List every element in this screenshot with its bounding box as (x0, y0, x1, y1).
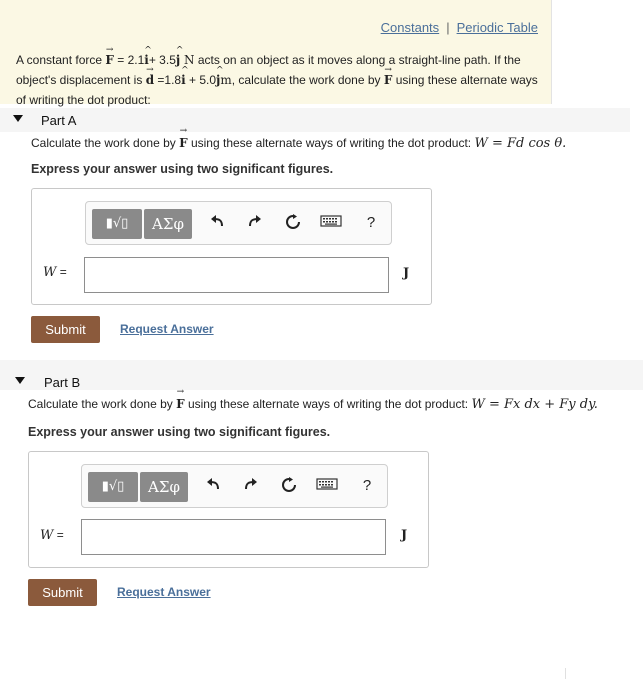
top-links (381, 20, 538, 35)
displacement-vector-symbol: → d (146, 70, 154, 90)
collapse-triangle-icon[interactable] (15, 377, 25, 384)
part-b-question (28, 397, 598, 412)
problem-text: + 5.0 (185, 73, 217, 87)
help-button[interactable]: ? (362, 477, 372, 494)
part-b-header[interactable] (0, 360, 643, 390)
help-button[interactable]: ? (366, 214, 376, 231)
answer-input[interactable] (84, 257, 389, 293)
question-text: Calculate the work done by (28, 397, 177, 411)
problem-statement (16, 50, 541, 110)
j-hat-symbol: ^ j (216, 70, 220, 90)
unit-label: J (403, 266, 410, 281)
i-hat-symbol: ^ i (144, 50, 149, 70)
part-b-instruction: Express your answer using two significant figures. (28, 425, 331, 439)
question-text: Calculate the work done by (31, 136, 180, 150)
question-text: using these alternate ways of writing the dot product: (184, 397, 472, 411)
link-separator: | (446, 20, 450, 35)
force-vector-symbol: → F (176, 397, 185, 411)
problem-text: acts on an object as it moves along a straight-line path. If the object's displacement is (16, 53, 521, 87)
templates-button[interactable]: ▮√▯ (92, 209, 142, 239)
force-vector-symbol: → F (105, 50, 114, 70)
formula: W = Fx dx + Fy dy. (471, 397, 598, 412)
templates-button[interactable]: ▮√▯ (88, 472, 138, 502)
displacement-unit: m (220, 73, 232, 87)
force-vector-symbol: → F (179, 136, 188, 150)
question-text: using these alternate ways of writing the dot product: (187, 136, 475, 150)
answer-input[interactable] (81, 519, 386, 555)
redo-icon[interactable] (240, 475, 262, 497)
request-answer-link[interactable]: Request Answer (120, 322, 214, 336)
equals-sign: = (53, 528, 64, 542)
part-a-instruction: Express your answer using two significant figures. (31, 162, 334, 176)
undo-icon[interactable] (202, 475, 224, 497)
problem-text: using these alternate ways of writing the dot product: (16, 73, 538, 107)
formula: W = Fd cos θ. (474, 136, 567, 151)
part-b-title: Part B (44, 375, 81, 390)
problem-text: A constant force (16, 53, 106, 67)
problem-text: + 3.5 (148, 53, 176, 67)
math-toolbar (81, 464, 388, 508)
keyboard-icon[interactable] (320, 212, 342, 234)
redo-icon[interactable] (244, 212, 266, 234)
equals-sign: = (56, 265, 67, 279)
periodic-table-link[interactable]: Periodic Table (456, 20, 538, 35)
problem-text: , calculate the work done by (231, 73, 384, 87)
math-toolbar (85, 201, 392, 245)
variable-symbol: W (43, 265, 57, 280)
divider (565, 668, 566, 679)
part-b-answer-box (28, 451, 429, 568)
force-unit: N (180, 53, 195, 67)
variable-symbol: W (40, 528, 54, 543)
variable-label (40, 528, 64, 543)
unit-label: J (401, 528, 408, 543)
part-a-title: Part A (41, 113, 77, 128)
reset-icon[interactable] (278, 475, 300, 497)
problem-text: =1.8 (154, 73, 182, 87)
greek-symbols-button[interactable]: ΑΣφ (140, 472, 188, 502)
constants-link[interactable]: Constants (380, 20, 440, 35)
problem-intro-panel (0, 0, 552, 107)
request-answer-link[interactable]: Request Answer (117, 585, 211, 599)
reset-icon[interactable] (282, 212, 304, 234)
keyboard-icon[interactable] (316, 475, 338, 497)
i-hat-symbol: ^ i (181, 70, 186, 90)
submit-button[interactable]: Submit (31, 316, 100, 343)
part-a-question (31, 136, 566, 151)
undo-icon[interactable] (206, 212, 228, 234)
variable-label (43, 265, 67, 280)
force-vector-symbol: → F (384, 70, 393, 90)
part-a-header[interactable] (0, 108, 630, 132)
submit-button[interactable]: Submit (28, 579, 97, 606)
j-hat-symbol: ^ j (176, 50, 180, 70)
collapse-triangle-icon[interactable] (13, 115, 23, 122)
problem-text: = 2.1 (113, 53, 145, 67)
greek-symbols-button[interactable]: ΑΣφ (144, 209, 192, 239)
part-a-answer-box (31, 188, 432, 305)
